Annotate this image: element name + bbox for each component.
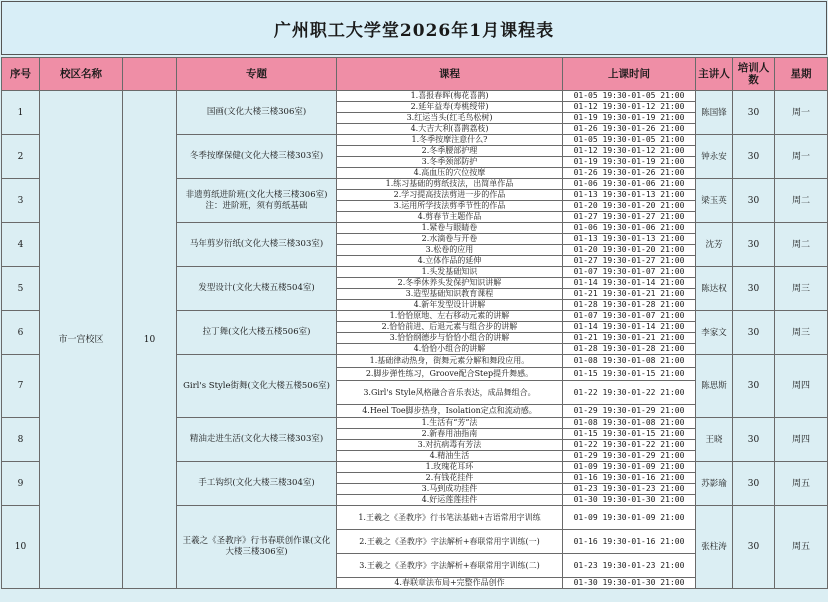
course-time: 01-13 19:30-01-13 21:00 (563, 234, 696, 245)
course-name: 4.恰恰小组合的讲解 (337, 344, 563, 355)
course-time: 01-15 19:30-01-15 21:00 (563, 368, 696, 381)
teacher-name: 钟永安 (696, 135, 733, 179)
header-trainees: 培训人数 (733, 58, 775, 91)
course-name: 3.松卷的应用 (337, 245, 563, 256)
course-name: 4.好运莲莲挂件 (337, 495, 563, 506)
course-time: 01-20 19:30-01-20 21:00 (563, 245, 696, 256)
course-name: 3.恰恰纲德步与恰恰小组合的讲解 (337, 333, 563, 344)
teacher-name: 李家文 (696, 311, 733, 355)
course-name: 3.马到成功挂件 (337, 484, 563, 495)
session-topic: Girl's Style街舞(文化大楼五楼506室) (177, 355, 337, 418)
course-name: 3.红运当头(红毛鸟松树) (337, 113, 563, 124)
course-name: 2.王羲之《圣教序》字法解析+春联常用字训练(一) (337, 530, 563, 554)
course-time: 01-14 19:30-01-14 21:00 (563, 322, 696, 333)
course-time: 01-14 19:30-01-14 21:00 (563, 278, 696, 289)
session-topic: 拉丁舞(文化大楼五楼506室) (177, 311, 337, 355)
course-time: 01-09 19:30-01-09 21:00 (563, 506, 696, 530)
course-time: 01-12 19:30-01-12 21:00 (563, 102, 696, 113)
course-name: 4.高血压的穴位按摩 (337, 168, 563, 179)
course-name: 2.有钱花挂件 (337, 473, 563, 484)
course-name: 2.冬季腰部护理 (337, 146, 563, 157)
course-time: 01-22 19:30-01-22 21:00 (563, 381, 696, 405)
course-name: 1.恰恰原地、左右移动元素的讲解 (337, 311, 563, 322)
course-time: 01-19 19:30-01-19 21:00 (563, 157, 696, 168)
course-name: 1.紧卷与眼睛卷 (337, 223, 563, 234)
course-time: 01-30 19:30-01-30 21:00 (563, 495, 696, 506)
course-time: 01-28 19:30-01-28 21:00 (563, 300, 696, 311)
session-number: 7 (2, 355, 40, 418)
weekday: 周一 (775, 135, 828, 179)
session-number: 4 (2, 223, 40, 267)
course-name: 3.Girl's Style风格融合音乐表达，成品舞组合。 (337, 381, 563, 405)
weekday: 周四 (775, 355, 828, 418)
teacher-name: 沈芳 (696, 223, 733, 267)
course-name: 2.水滴卷与开卷 (337, 234, 563, 245)
weekday: 周五 (775, 506, 828, 589)
header-count (123, 58, 177, 91)
session-topic: 发型设计(文化大楼五楼504室) (177, 267, 337, 311)
trainee-count: 30 (733, 311, 775, 355)
course-name: 2.脚步弹性练习，Groove配合Step提升舞感。 (337, 368, 563, 381)
course-name: 4.精油生活 (337, 451, 563, 462)
course-time: 01-22 19:30-01-22 21:00 (563, 440, 696, 451)
session-topic: 冬季按摩保健(文化大楼三楼303室) (177, 135, 337, 179)
trainee-count: 30 (733, 506, 775, 589)
course-time: 01-08 19:30-01-08 21:00 (563, 418, 696, 429)
table-row (2, 91, 828, 102)
session-number: 8 (2, 418, 40, 462)
course-time: 01-15 19:30-01-15 21:00 (563, 429, 696, 440)
course-time: 01-05 19:30-01-05 21:00 (563, 135, 696, 146)
trainee-count: 30 (733, 355, 775, 418)
course-name: 4.立体作品的延伸 (337, 256, 563, 267)
course-time: 01-29 19:30-01-29 21:00 (563, 451, 696, 462)
trainee-count: 30 (733, 91, 775, 135)
course-name: 2.恰恰前进、后退元素与组合步的讲解 (337, 322, 563, 333)
course-name: 1.冬季按摩注意什么? (337, 135, 563, 146)
session-topic: 手工钩织(文化大楼三楼304室) (177, 462, 337, 506)
session-topic: 非遗剪纸进阶班(文化大楼三楼306室)注：进阶班，须有剪纸基础 (177, 179, 337, 223)
course-name: 3.冬季颈部防护 (337, 157, 563, 168)
table-header (2, 58, 828, 91)
course-name: 3.对抗病毒有芳法 (337, 440, 563, 451)
course-name: 1.练习基础的剪纸技法，出简单作品 (337, 179, 563, 190)
course-name: 1.基础律动热身，街舞元素分解和舞段应用。 (337, 355, 563, 368)
session-number: 3 (2, 179, 40, 223)
course-time: 01-28 19:30-01-28 21:00 (563, 344, 696, 355)
teacher-name: 陈思斯 (696, 355, 733, 418)
course-time: 01-26 19:30-01-26 21:00 (563, 124, 696, 135)
course-name: 1.喜报春晖(梅花喜鹊) (337, 91, 563, 102)
session-topic: 王羲之《圣教序》行书春联创作课(文化大楼三楼306室) (177, 506, 337, 589)
course-name: 2.新春用油指南 (337, 429, 563, 440)
teacher-name: 陈达权 (696, 267, 733, 311)
header-time: 上课时间 (563, 58, 696, 91)
course-name: 1.王羲之《圣教序》行书笔法基础+吉语常用字训练 (337, 506, 563, 530)
weekday: 周一 (775, 91, 828, 135)
course-time: 01-16 19:30-01-16 21:00 (563, 530, 696, 554)
header-weekday: 星期 (775, 58, 828, 91)
trainee-count: 30 (733, 462, 775, 506)
trainee-count: 30 (733, 223, 775, 267)
weekday: 周二 (775, 223, 828, 267)
trainee-count: 30 (733, 179, 775, 223)
trainee-count: 30 (733, 418, 775, 462)
course-name: 4.新年发型设计讲解 (337, 300, 563, 311)
teacher-name: 陈国锋 (696, 91, 733, 135)
header-topic: 专题 (177, 58, 337, 91)
teacher-name: 张柱涛 (696, 506, 733, 589)
course-time: 01-21 19:30-01-21 21:00 (563, 289, 696, 300)
course-time: 01-08 19:30-01-08 21:00 (563, 355, 696, 368)
course-time: 01-12 19:30-01-12 21:00 (563, 146, 696, 157)
course-time: 01-30 19:30-01-30 21:00 (563, 578, 696, 589)
weekday: 周三 (775, 267, 828, 311)
course-time: 01-09 19:30-01-09 21:00 (563, 462, 696, 473)
course-name: 4.春联章法布局+完整作品创作 (337, 578, 563, 589)
session-topic: 马年剪岁衍纸(文化大楼三楼303室) (177, 223, 337, 267)
course-time: 01-13 19:30-01-13 21:00 (563, 190, 696, 201)
table-body (2, 91, 828, 589)
course-time: 01-21 19:30-01-21 21:00 (563, 333, 696, 344)
course-name: 2.学习提高技法剪进一步的作品 (337, 190, 563, 201)
teacher-name: 梁玉英 (696, 179, 733, 223)
session-number: 5 (2, 267, 40, 311)
course-name: 1.生活有“芳”法 (337, 418, 563, 429)
course-time: 01-06 19:30-01-06 21:00 (563, 179, 696, 190)
course-name: 3.运用所学技法剪季节性的作品 (337, 201, 563, 212)
weekday: 周五 (775, 462, 828, 506)
course-time: 01-27 19:30-01-27 21:00 (563, 212, 696, 223)
course-name: 3.王羲之《圣教序》字法解析+春联常用字训练(二) (337, 554, 563, 578)
count-value: 10 (123, 91, 177, 589)
header-index: 序号 (2, 58, 40, 91)
schedule-table (1, 57, 828, 589)
course-name: 2.冬季休养头发保护知识讲解 (337, 278, 563, 289)
teacher-name: 苏影瑜 (696, 462, 733, 506)
header-course: 课程 (337, 58, 563, 91)
course-time: 01-05 19:30-01-05 21:00 (563, 91, 696, 102)
course-time: 01-23 19:30-01-23 21:00 (563, 484, 696, 495)
header-campus: 校区名称 (40, 58, 123, 91)
course-name: 4.Heel Toe脚步热身，Isolation定点和流动感。 (337, 405, 563, 418)
session-number: 9 (2, 462, 40, 506)
campus-name: 市一宫校区 (40, 91, 123, 589)
course-time: 01-26 19:30-01-26 21:00 (563, 168, 696, 179)
course-time: 01-16 19:30-01-16 21:00 (563, 473, 696, 484)
course-time: 01-20 19:30-01-20 21:00 (563, 201, 696, 212)
session-topic: 精油走进生活(文化大楼三楼303室) (177, 418, 337, 462)
course-name: 2.延年益寿(寿桃绶带) (337, 102, 563, 113)
session-number: 2 (2, 135, 40, 179)
weekday: 周三 (775, 311, 828, 355)
trainee-count: 30 (733, 267, 775, 311)
weekday: 周二 (775, 179, 828, 223)
course-time: 01-23 19:30-01-23 21:00 (563, 554, 696, 578)
session-topic: 国画(文化大楼三楼306室) (177, 91, 337, 135)
page-title: 广州职工大学堂2026年1月课程表 (1, 1, 827, 55)
course-name: 1.玫瑰花耳环 (337, 462, 563, 473)
course-name: 3.造型基础知识教育课程 (337, 289, 563, 300)
trainee-count: 30 (733, 135, 775, 179)
teacher-name: 王晓 (696, 418, 733, 462)
header-teacher: 主讲人 (696, 58, 733, 91)
course-time: 01-07 19:30-01-07 21:00 (563, 311, 696, 322)
course-time: 01-29 19:30-01-29 21:00 (563, 405, 696, 418)
course-name: 4.大吉大利(喜鹊荔枝) (337, 124, 563, 135)
course-time: 01-27 19:30-01-27 21:00 (563, 256, 696, 267)
course-name: 4.剪春节主题作品 (337, 212, 563, 223)
session-number: 1 (2, 91, 40, 135)
course-time: 01-07 19:30-01-07 21:00 (563, 267, 696, 278)
course-time: 01-06 19:30-01-06 21:00 (563, 223, 696, 234)
session-number: 10 (2, 506, 40, 589)
course-name: 1.头发基础知识 (337, 267, 563, 278)
session-number: 6 (2, 311, 40, 355)
weekday: 周四 (775, 418, 828, 462)
course-time: 01-19 19:30-01-19 21:00 (563, 113, 696, 124)
